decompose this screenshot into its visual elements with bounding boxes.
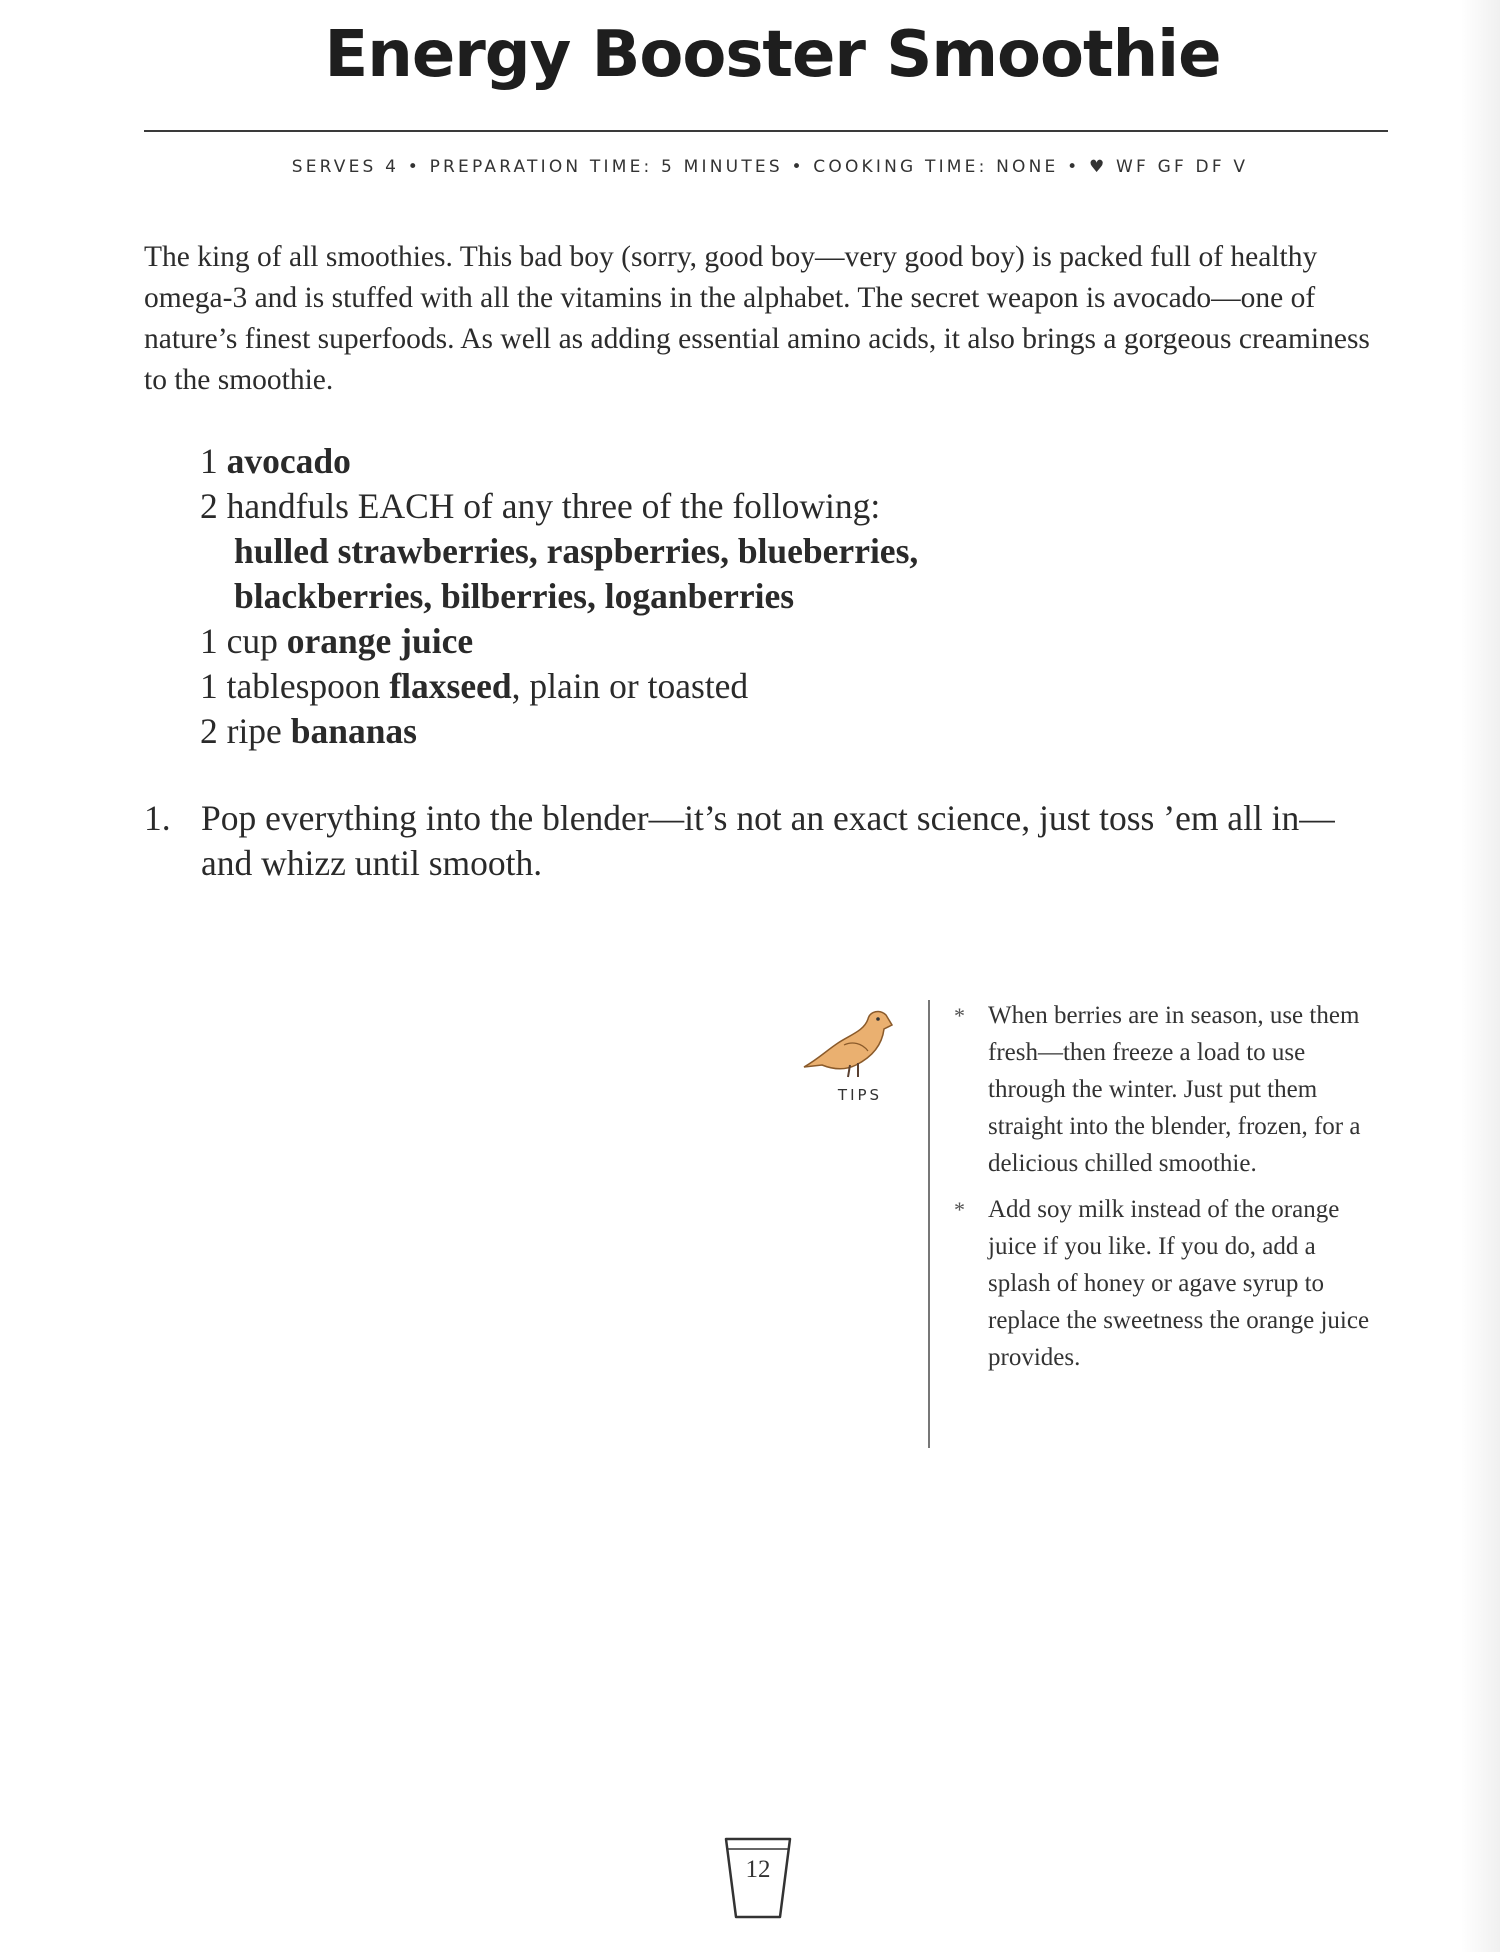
tips-label: TIPS: [837, 1086, 883, 1104]
ingredient-item: 1 avocado: [200, 441, 351, 481]
tip-text: When berries are in season, use them fresh—then freeze a load to use through the winter. Just put them straight into the blender, frozen, for a delicious chilled smoothie.: [988, 1002, 1361, 1177]
prep-time-text: PREPARATION TIME: 5 MINUTES: [429, 157, 783, 177]
tip-item: [950, 1191, 1370, 1376]
serves-text: SERVES 4: [291, 157, 400, 177]
ingredient-item: 1 cup orange juice: [200, 621, 474, 661]
diet-tags: WF GF DF V: [1116, 157, 1249, 177]
tip-text: Add soy milk instead of the orange juice if you like. If you do, add a splash of honey or agave syrup to replace the sweetness the orange juice provides.: [988, 1196, 1370, 1371]
tip-item: [950, 997, 1370, 1182]
ingredient-note: , plain or toasted: [511, 666, 749, 706]
asterisk-bullet-icon: *: [954, 1003, 965, 1028]
page-edge-shadow: [1460, 0, 1500, 1952]
tips-divider: [928, 1000, 930, 1448]
meta-separator: •: [1067, 157, 1089, 177]
cook-time-text: COOKING TIME: NONE: [813, 157, 1059, 177]
heart-icon: ♥: [1088, 157, 1108, 177]
ingredient-options-line: blackberries, bilberries, loganberries: [234, 576, 795, 616]
title-rule: [144, 130, 1388, 132]
ingredient-item: 2 handfuls EACH of any three of the following:: [200, 486, 881, 526]
ingredient-name: bananas: [290, 711, 417, 751]
page-number: 12: [745, 1856, 771, 1883]
ingredient-name: avocado: [226, 441, 351, 481]
recipe-intro: The king of all smoothies. This bad boy (sorry, good boy—very good boy) is packed full of healthy omega-3 and is stuffed with all the vitamins in the alphabet. The secret weapon is avocado—one of nature’s finest superfoods. As well as adding essential amino acids, it also brings a gorgeous creaminess to the smoothie.: [144, 241, 1370, 396]
method-steps: [144, 796, 1374, 886]
step-text: Pop everything into the blender—it’s not an exact science, just toss ’em all in—and whizz until smooth.: [201, 798, 1335, 883]
step-number: 1.: [144, 798, 171, 838]
ingredient-name: orange juice: [286, 621, 474, 661]
asterisk-bullet-icon: *: [954, 1197, 965, 1222]
meta-separator: •: [407, 157, 430, 177]
method-step: [144, 796, 1374, 886]
bird-icon: [798, 1005, 898, 1085]
ingredient-item: 2 ripe bananas: [200, 711, 417, 751]
ingredient-name: flaxseed: [389, 666, 512, 706]
recipe-meta-line: [0, 157, 1500, 177]
ingredient-options-line: hulled strawberries, raspberries, blueberries,: [234, 531, 919, 571]
tips-list: [950, 997, 1370, 1385]
ingredients-list: [200, 439, 1100, 754]
ingredient-item: 1 tablespoon flaxseed, plain or toasted: [200, 666, 749, 706]
recipe-title: Energy Booster Smoothie: [324, 18, 1221, 92]
meta-separator: •: [791, 157, 814, 177]
